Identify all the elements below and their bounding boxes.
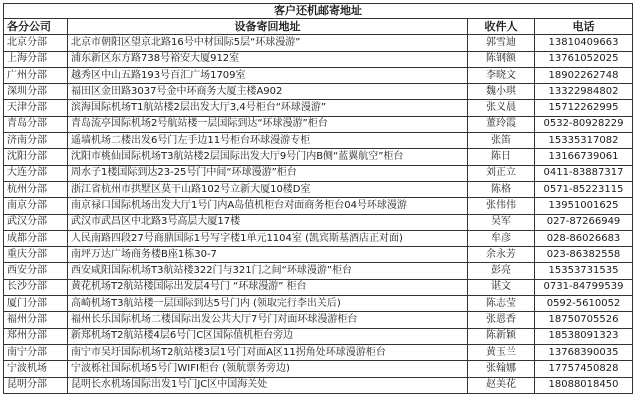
address-cell: 周水子1楼国际到达23-25号门中间“环球漫游”柜台	[68, 165, 468, 181]
table-row	[4, 149, 633, 165]
header-phone: 电话	[535, 19, 633, 35]
recipient-cell: 陈钢额	[468, 51, 535, 67]
address-cell: 福州长乐国际机场二楼国际出发公共大厅7号门对面环球漫游柜台	[68, 312, 468, 328]
phone-cell: 13768390035	[535, 344, 633, 360]
address-cell: 高崎机场T3航站楼一层国际到达5号门内 (领取完行李出关后)	[68, 296, 468, 312]
phone-cell: 0411-83887317	[535, 165, 633, 181]
phone-cell: 13951001625	[535, 198, 633, 214]
recipient-cell: 张翰娜	[468, 361, 535, 377]
phone-cell: 18750705526	[535, 312, 633, 328]
table-row	[4, 328, 633, 344]
table-row	[4, 361, 633, 377]
table-title-row	[4, 4, 633, 19]
recipient-cell: 彭亮	[468, 263, 535, 279]
table-row	[4, 230, 633, 246]
recipient-cell: 张伟伟	[468, 198, 535, 214]
phone-cell: 18538091323	[535, 328, 633, 344]
recipient-cell: 陈日	[468, 149, 535, 165]
address-cell: 黄花机场T2航站楼国际出发层4号门 “环球漫游” 柜台	[68, 279, 468, 295]
branch-cell: 武汉分部	[4, 214, 68, 230]
address-cell: 福田区金田路3037号金中环商务大厦主楼A902	[68, 84, 468, 100]
recipient-cell: 陈格	[468, 181, 535, 197]
address-cell: 宁波栎社国际机场5号门WIFI柜台 (领航票务旁边)	[68, 361, 468, 377]
phone-cell: 0532-80928229	[535, 116, 633, 132]
phone-cell: 13166739061	[535, 149, 633, 165]
branch-cell: 郑州分部	[4, 328, 68, 344]
branch-cell: 重庆分部	[4, 247, 68, 263]
address-cell: 遥墙机场二楼出发6号门左手边11号柜台环球漫游专柜	[68, 133, 468, 149]
branch-cell: 南京分部	[4, 198, 68, 214]
table-row	[4, 35, 633, 51]
branch-cell: 青岛分部	[4, 116, 68, 132]
table-title: 客户还机邮寄地址	[4, 4, 633, 19]
branch-cell: 杭州分部	[4, 181, 68, 197]
recipient-cell: 赵美花	[468, 377, 535, 393]
table-row	[4, 165, 633, 181]
branch-cell: 北京分部	[4, 35, 68, 51]
phone-cell: 18088018450	[535, 377, 633, 393]
recipient-cell: 刘正立	[468, 165, 535, 181]
header-branch: 各分公司	[4, 19, 68, 35]
address-cell: 浙江省杭州市拱墅区莫干山路102号立新大厦10楼D室	[68, 181, 468, 197]
branch-cell: 成都分部	[4, 230, 68, 246]
address-cell: 滨海国际机场T1航站楼2层出发大厅3,4号柜台“环球漫游”	[68, 100, 468, 116]
table-row	[4, 67, 633, 83]
phone-cell: 17757450828	[535, 361, 633, 377]
recipient-cell: 张恩香	[468, 312, 535, 328]
phone-cell: 13810409663	[535, 35, 633, 51]
branch-cell: 南宁分部	[4, 344, 68, 360]
address-cell: 青岛流亭国际机场2号航站楼一层国际到达“环球漫游”柜台	[68, 116, 468, 132]
phone-cell: 15353731535	[535, 263, 633, 279]
recipient-cell: 董玲霞	[468, 116, 535, 132]
header-recipient: 收件人	[468, 19, 535, 35]
branch-cell: 大连分部	[4, 165, 68, 181]
recipient-cell: 张笛	[468, 133, 535, 149]
table-row	[4, 214, 633, 230]
table-row	[4, 247, 633, 263]
recipient-cell: 牟彦	[468, 230, 535, 246]
phone-cell: 0592-5610052	[535, 296, 633, 312]
phone-cell: 13761052025	[535, 51, 633, 67]
table-row	[4, 296, 633, 312]
phone-cell: 0731-84799539	[535, 279, 633, 295]
table-row	[4, 51, 633, 67]
phone-cell: 15712262995	[535, 100, 633, 116]
recipient-cell: 李晓文	[468, 67, 535, 83]
phone-cell: 027-87266949	[535, 214, 633, 230]
table-row	[4, 181, 633, 197]
address-cell: 沈阳市桃仙国际机场T3航站楼2层国际出发大厅9号门内B侧“蓝翼航空”柜台	[68, 149, 468, 165]
branch-cell: 宁波机场	[4, 361, 68, 377]
branch-cell: 沈阳分部	[4, 149, 68, 165]
branch-cell: 西安分部	[4, 263, 68, 279]
address-cell: 西安咸阳国际机场T3航站楼322门与321门之间“环球漫游”柜台	[68, 263, 468, 279]
recipient-cell: 魏小琪	[468, 84, 535, 100]
table-row	[4, 312, 633, 328]
recipient-cell: 郭雪迪	[468, 35, 535, 51]
table-row	[4, 116, 633, 132]
branch-cell: 广州分部	[4, 67, 68, 83]
branch-cell: 厦门分部	[4, 296, 68, 312]
recipient-cell: 吴军	[468, 214, 535, 230]
address-cell: 武汉市武昌区中北路3号高层大厦17楼	[68, 214, 468, 230]
recipient-cell: 余永芳	[468, 247, 535, 263]
branch-cell: 济南分部	[4, 133, 68, 149]
branch-cell: 福州分部	[4, 312, 68, 328]
address-cell: 北京市朝阳区望京北路16号中材国际5层“环球漫游”	[68, 35, 468, 51]
address-cell: 南京禄口国际机场出发大厅1号门内A岛值机柜台对面商务柜台04号环球漫游	[68, 198, 468, 214]
phone-cell: 18902262748	[535, 67, 633, 83]
address-cell: 浦东新区东方路738号裕安大厦912室	[68, 51, 468, 67]
branch-cell: 深圳分部	[4, 84, 68, 100]
address-cell: 越秀区中山五路193号百汇广场1709室	[68, 67, 468, 83]
address-cell: 昆明长水机场国际出发1号门JC区中国海关处	[68, 377, 468, 393]
table-row	[4, 84, 633, 100]
recipient-cell: 张义晨	[468, 100, 535, 116]
table-row	[4, 133, 633, 149]
recipient-cell: 谌文	[468, 279, 535, 295]
address-cell: 南坪万达广场商务楼B座1栋30-7	[68, 247, 468, 263]
table-row	[4, 377, 633, 393]
branch-cell: 长沙分部	[4, 279, 68, 295]
table-row	[4, 344, 633, 360]
header-address: 设备寄回地址	[68, 19, 468, 35]
address-cell: 新郑机场T2航站楼4层6号门C区国际值机柜台旁边	[68, 328, 468, 344]
address-cell: 南宁市吴圩国际机场T2航站楼3层1号门对面A区11拐角处环球漫游柜台	[68, 344, 468, 360]
phone-cell: 023-86382558	[535, 247, 633, 263]
recipient-cell: 陈志莹	[468, 296, 535, 312]
recipient-cell: 陈新颖	[468, 328, 535, 344]
table-row	[4, 100, 633, 116]
branch-cell: 昆明分部	[4, 377, 68, 393]
phone-cell: 028-86026683	[535, 230, 633, 246]
table-row	[4, 263, 633, 279]
phone-cell: 13322984802	[535, 84, 633, 100]
return-address-table	[3, 3, 633, 394]
recipient-cell: 黄玉兰	[468, 344, 535, 360]
address-cell: 人民南路四段27号商鼎国际1号写字楼1单元1104室 (凯宾斯基酒店正对面)	[68, 230, 468, 246]
table-row	[4, 279, 633, 295]
phone-cell: 0571-85223115	[535, 181, 633, 197]
branch-cell: 上海分部	[4, 51, 68, 67]
branch-cell: 天津分部	[4, 100, 68, 116]
header-row	[4, 19, 633, 35]
table-row	[4, 198, 633, 214]
phone-cell: 15335317082	[535, 133, 633, 149]
